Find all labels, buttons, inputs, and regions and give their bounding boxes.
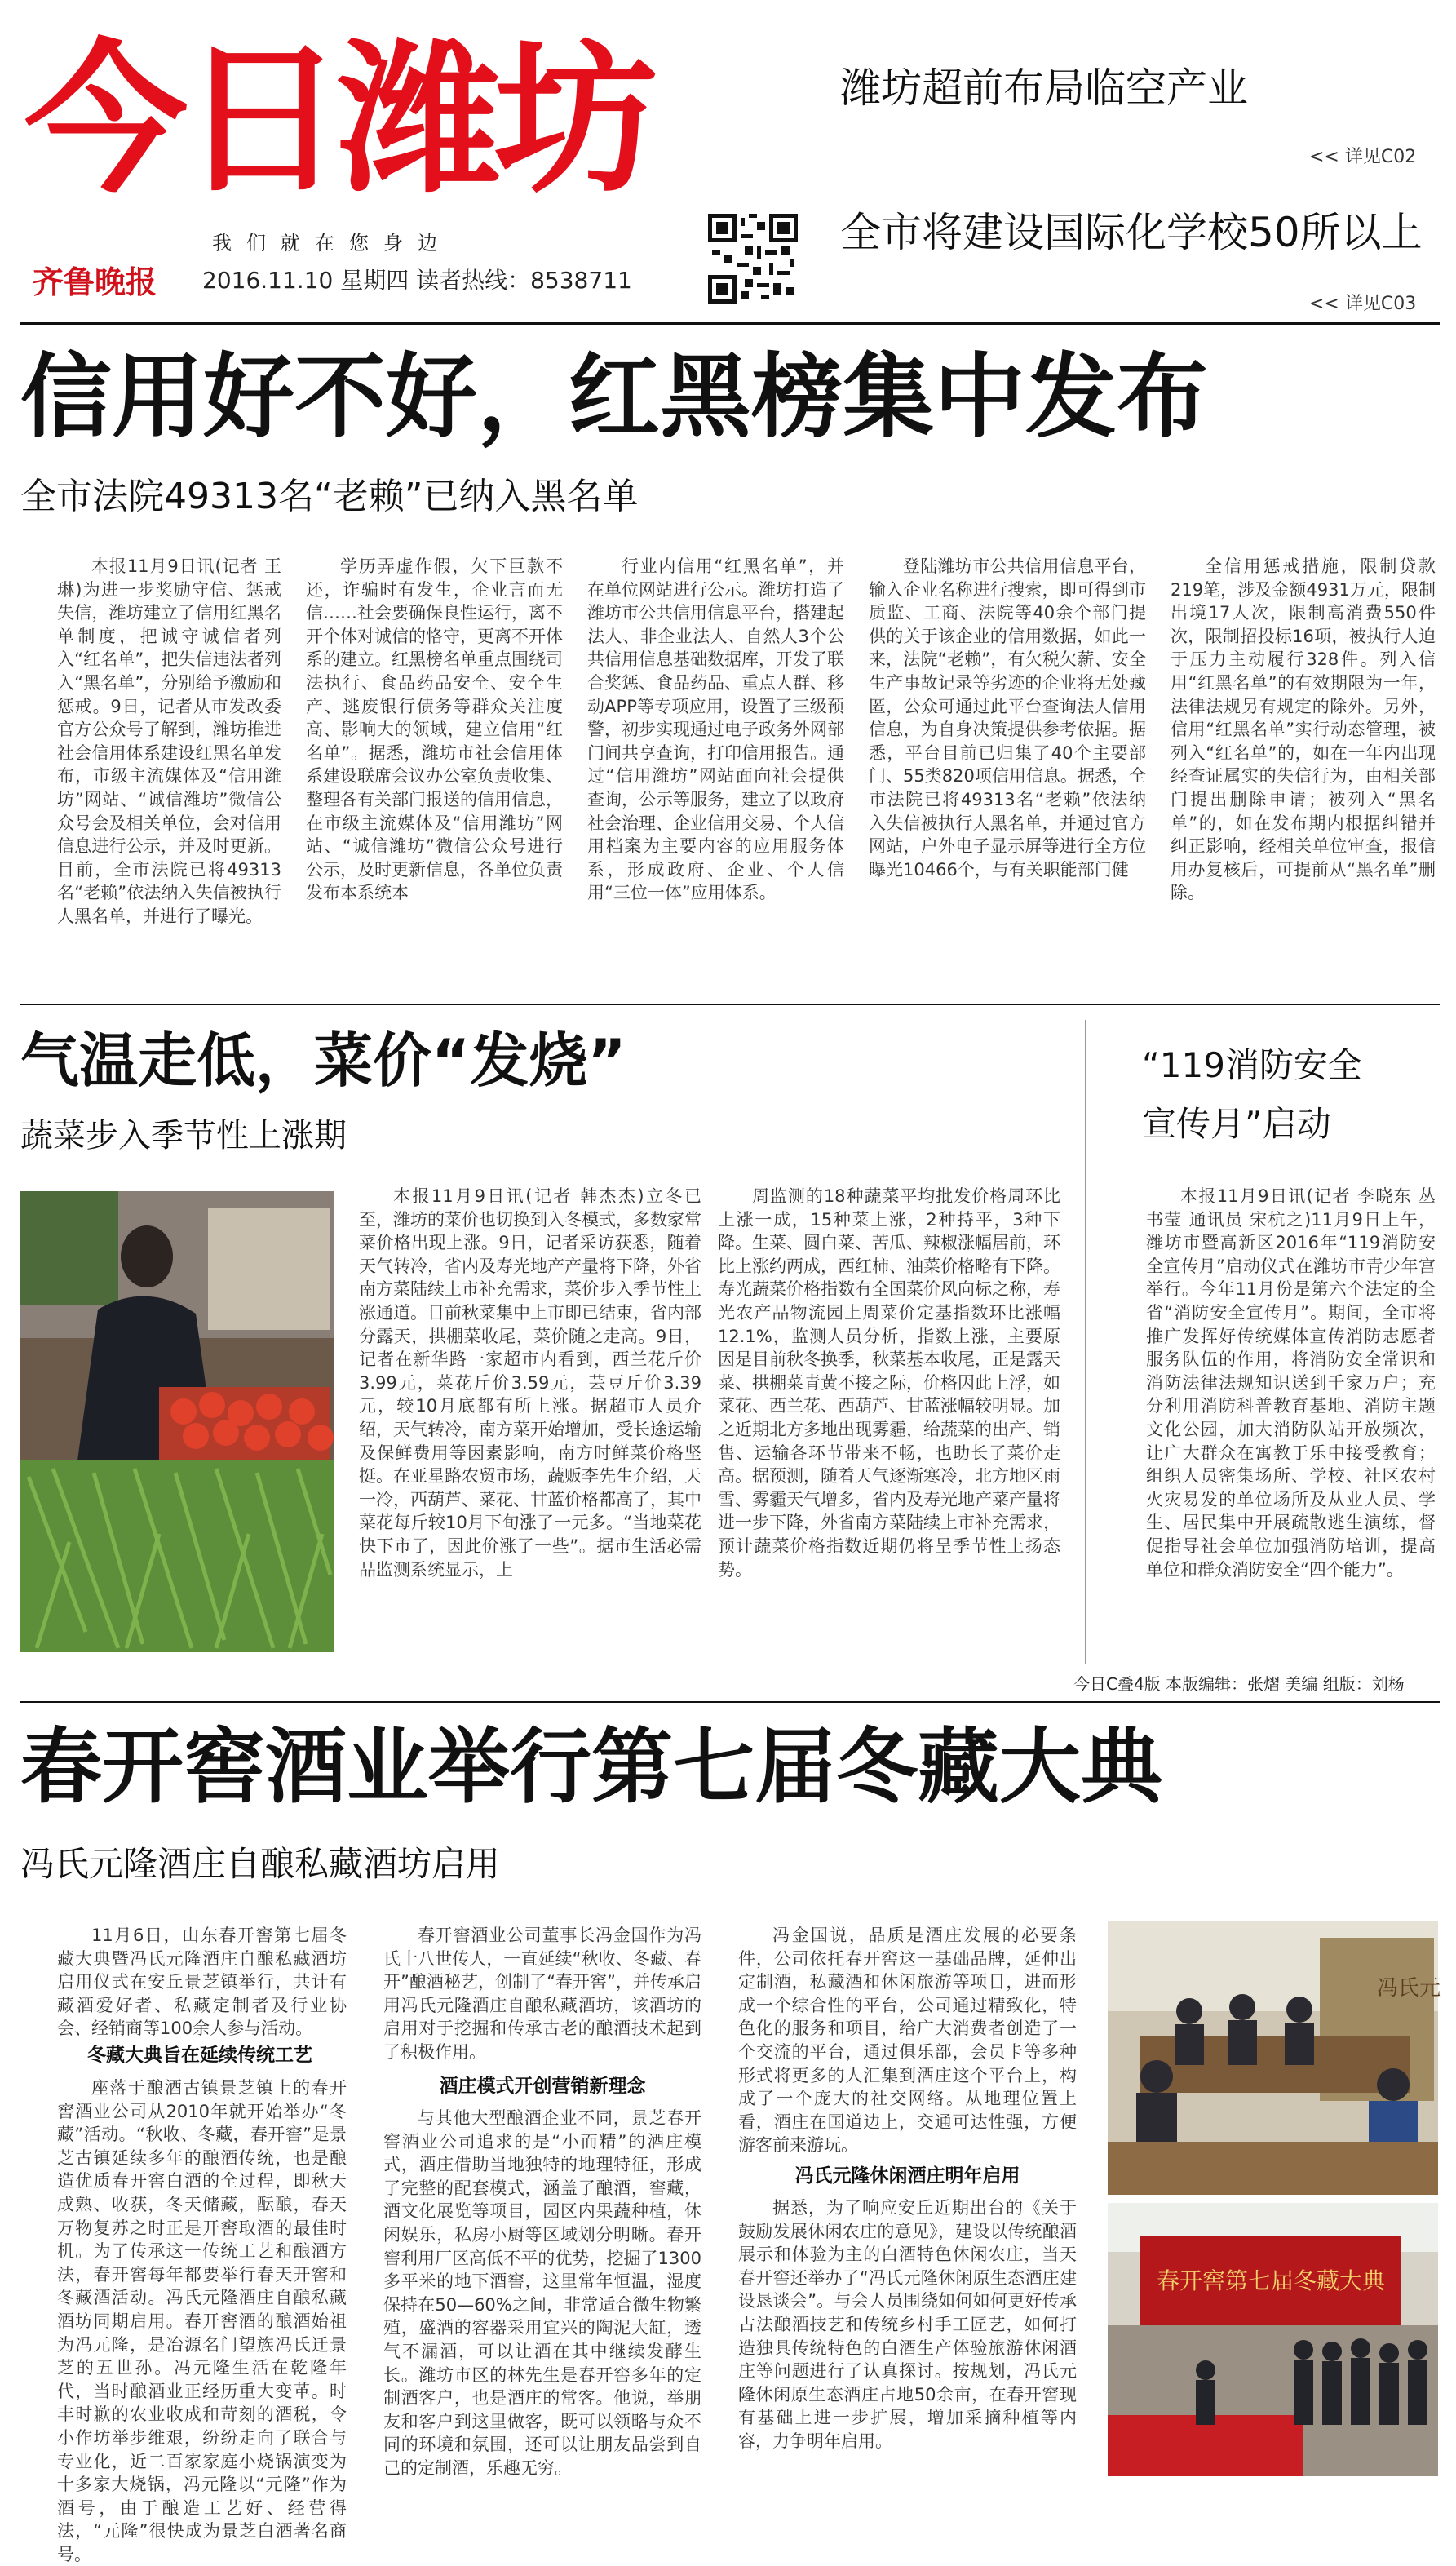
story-divider-vertical [1085, 1020, 1086, 1664]
story1-column-4: 登陆潍坊市公共信用信息平台，输入企业名称进行搜索，即可得到市质监、工商、法院等40余个部门提供的关于该企业的信用数据，如此一来，法院“老赖”，有欠税欠薪、安全生产事故记录等劣迹的企业将无处藏匿，公众可通过此平台查询法人信用信息，为自身决策提供参考依据。据悉，平台目前已归集了40个主要部门、55类820项信用信息。据悉，全市法院已将49313名“老赖”依法纳入失信被执行人黑名单，并通过官方网站，户外电子显示屏等进行全方位曝光10466个，与有关职能部门健 [869, 556, 1146, 880]
vegetable-market-photo [20, 1191, 334, 1652]
brand-name: 齐鲁晚报 [33, 264, 157, 300]
photo-sign-text: 冯氏元 [1377, 1976, 1441, 2001]
story4-subheading-1: 冬藏大典旨在延续传统工艺 [87, 2045, 312, 2066]
ceremony-banner-text: 春开窖第七届冬藏大典 [1156, 2267, 1386, 2294]
story4-intro: 11月6日，山东春开窖第七届冬藏大典暨冯氏元隆酒庄自酿私藏酒坊启用仪式在安丘景芝镇举行，共计有藏酒爱好者、私藏定制者及行业协会、经销商等100余人参与活动。 [57, 1926, 347, 2039]
ceremony-photo [1108, 2203, 1438, 2476]
meeting-photo [1108, 1921, 1441, 2195]
story1-column-1: 本报11月9日讯(记者 王琳)为进一步奖励守信、惩戒失信，潍坊建立了信用红黑名单制度，把诚守诚信者列入“红名单”，把失信违法者列入“黑名单”，分别给予激励和惩戒。9日，记者从市发改委官方公众号了解到，潍坊推进社会信用体系建设红黑名单发布，市级主流媒体及“信用潍坊”网站、“诚信潍坊”微信公众号会及相关单位，会对信用信息进行公示，并及时更新。目前，全市法院已将49313名“老赖”依法纳入失信被执行人黑名单，并进行了曝光。 [57, 556, 281, 926]
story4-headline: 春开窖酒业举行第七届冬藏大典 [20, 1719, 1162, 1815]
story3-column: 本报11月9日讯(记者 李晓东 丛书莹 通讯员 宋杭之)11月9日上午，潍坊市暨高新区2016年“119消防安全宣传月”启动仪式在潍坊市青少年宫举行。今年11月份是第六个法定的全省“消防安全宣传月”。期间，全市将推广发挥好传统媒体宣传消防志愿者服务队伍的作用，将消防安全常识和消防法律法规知识送到千家万户；充分利用消防科普教育基地、消防主题文化公园，加大消防队站开放频次，让广大群众在寓教于乐中接受教育；组织人员密集场所、学校、社区农村火灾易发的单位场所及从业人员、学生、居民集中开展疏散逃生演练，督促指导社会单位加强消防培训，提高单位和群众消防安全“四个能力”。 [1146, 1186, 1436, 1580]
story3-headline-line-1: “119消防安全 [1142, 1045, 1362, 1085]
masthead-slogan: 我们就在您身边 [212, 232, 452, 255]
story4-column-3a: 冯金国说，品质是酒庄发展的必要条件，公司依托春开窖这一基础品牌，延伸出定制酒，私藏酒和休闲旅游等项目，进而形成一个综合性的平台，公司通过精致化，特色化的服务和项目，给广大消费者创造了一个交流的平台，通过俱乐部，会员卡等多种形式将更多的人汇集到酒庄这个平台上，构成了一个庞大的社交网络。从地理位置上看，酒庄在国道边上，交通可达性强，方便游客前来游玩。 [738, 1926, 1077, 2156]
story1-column-2: 学历弄虚作假，欠下巨款不还，诈骗时有发生，企业言而无信……社会要确保良性运行，离不开个体对诚信的恪守，更离不开体系的建立。红黑榜名单重点围绕司法执行、食品药品安全、安全生产、逃废银行债务等群众关注度高、影响大的领域，建立信用“红名单”。据悉，潍坊市社会信用体系建设联席会议办公室负责收集、整理各有关部门报送的信用信息，在市级主流媒体及“信用潍坊”网站、“诚信潍坊”微信公众号进行公示，及时更新信息，各单位负责发布本系统本 [306, 556, 563, 903]
story2-subhead: 蔬菜步入季节性上涨期 [20, 1117, 347, 1154]
story2-headline: 气温走低，菜价“发烧” [20, 1026, 626, 1095]
story1-column-5: 全信用惩戒措施，限制贷款219笔，涉及金额4931万元，限制出境17人次，限制高消费550件次，限制招投标16项，被执行人迫于压力主动履行328件。列入信用“红黑名单”的有效期限为一年，法律法规另有规定的除外。另外，信用“红黑名单”实行动态管理，被列入“红名单”的，如在一年内出现经查证属实的失信行为，由相关部门提出删除申请；被列入“黑名单”的，如在发布期内根据纠错并纠正影响，经相关单位审查，报信用办复核后，可提前从“黑名单”删除。 [1171, 556, 1436, 903]
story1-column-3: 行业内信用“红黑名单”，并在单位网站进行公示。潍坊打造了潍坊市公共信用信息平台，搭建起法人、非企业法人、自然人3个公共信用信息基础数据库，开发了联合奖惩、食品药品、重点人群、移动APP等专项应用，设置了三级预警，初步实现通过电子政务外网部门间共享查询，打印信用报告。通过“信用潍坊”网站面向社会提供查询，公示等服务，建立了以政府社会治理、企业信用交易、个人信用档案为主要内容的应用服务体系，形成政府、企业、个人信用“三位一体”应用体系。 [587, 556, 844, 903]
story2-column-1: 本报11月9日讯(记者 韩杰杰)立冬已至，潍坊的菜价也切换到入冬模式，多数家常菜价格出现上涨。9日，记者采访获悉，随着天气转冷，省内及寿光地产产量将下降，外省南方菜陆续上市补充需求，菜价步入季节性上涨通道。目前秋菜集中上市即已结束，省内部分露天，拱棚菜收尾，菜价随之走高。9日，记者在新华路一家超市内看到，西兰花斤价3.99元，菜花斤价3.59元，芸豆斤价3.39元，较10月底都有所上涨。据超市人员介绍，天气转冷，南方菜开始增加，受长途运输及保鲜费用等因素影响，南方时鲜菜价格坚挺。在亚星路农贸市场，蔬贩李先生介绍，天一冷，西葫芦、菜花、甘蓝价格都高了，其中菜花每斤较10月下旬涨了一元多。“当地菜花快下市了，因此价涨了一些”。据市生活必需品监测系统显示，上 [359, 1186, 701, 1580]
story4-column-1: 座落于酿酒古镇景芝镇上的春开窖酒业公司从2010年就开始举办“冬藏”活动。“秋收、冬藏，春开窖”是景芝古镇延续多年的酿酒传统，也是酿造优质春开窖白酒的全过程，即秋天成熟、收获，冬天储藏，酝酿，春天万物复苏之时正是开窖取酒的最佳时机。为了传承这一传统工艺和酿酒方法，春开窖每年都要举行春天开窖和冬藏酒活动。冯氏元隆酒庄自酿私藏酒坊同期启用。春开窖酒的酿酒始祖为冯元隆，是冶源名门望族冯氏迁景芝的五世孙。冯元隆生活在乾隆年代，当时酿酒业正经历重大变革。时丰时歉的农业收成和苛刻的酒税，令小作坊举步维艰，纷纷走向了联合与专业化，近二百家家庭小烧锅演变为十多家大烧锅，冯元隆以“元隆”作为酒号，由于酿造工艺好、经营得法，“元隆”很快成为景芝白酒著名商号。 [57, 2078, 347, 2564]
story1-subhead: 全市法院49313名“老赖”已纳入黑名单 [20, 476, 639, 517]
story4-subhead: 冯氏元隆酒庄自酿私藏酒坊启用 [20, 1844, 501, 1884]
story1-headline: 信用好不好，红黑榜集中发布 [20, 344, 1208, 450]
teaser-see-2[interactable]: << 详见C03 [1309, 294, 1417, 314]
masthead-divider [20, 322, 1440, 325]
story4-subheading-2: 酒庄模式开创营销新理念 [439, 2076, 646, 2097]
teaser-headline-2[interactable]: 全市将建设国际化学校50所以上 [840, 209, 1423, 256]
teaser-headline-1[interactable]: 潍坊超前布局临空产业 [840, 64, 1248, 112]
story3-headline [1142, 1036, 1362, 1154]
section-divider-2 [20, 1701, 1440, 1703]
story4-column-2b: 与其他大型酿酒企业不同，景芝春开窖酒业公司追求的是“小而精”的酒庄模式，酒庄借助当地独特的地理特征，形成了完整的配套模式，涵盖了酿酒，窖藏，酒文化展览等项目，园区内果蔬种植，休闲娱乐，私房小厨等区域划分明晰。春开窖利用厂区高低不平的优势，挖掘了1300多平米的地下酒窖，这里常年恒温，湿度保持在50—60%之间，非常适合微生物繁殖，盛酒的容器采用宜兴的陶泥大缸，透气不漏酒，可以让酒在其中继续发酵生长。潍坊市区的林先生是春开窖多年的定制酒客户，也是酒庄的常客。他说，举朋友和客户到这里做客，既可以领略与众不同的环境和氛围，还可以让朋友品尝到自己的定制酒，乐趣无穷。 [383, 2108, 701, 2478]
story3-headline-line-2: 宣传月”启动 [1142, 1104, 1331, 1144]
story4-column-2a: 春开窖酒业公司董事长冯金国作为冯氏十八世传人，一直延续“秋收、冬藏、春开”酿酒秘艺，创制了“春开窖”，并传承启用冯氏元隆酒庄自酿私藏酒坊，该酒坊的启用对于挖掘和传承古老的酿酒技术起到了积极作用。 [383, 1926, 701, 2062]
story2-column-2: 周监测的18种蔬菜平均批发价格周环比上涨一成，15种菜上涨，2种持平，3种下降。生菜、圆白菜、苦瓜、辣椒涨幅居前，环比上涨约两成，西红柿、油菜价格略有下降。寿光蔬菜价格指数有全国菜价风向标之称，寿光农产品物流园上周菜价定基指数环比涨幅12.1%，监测人员分析，指数上涨，主要原因是目前秋冬换季，秋菜基本收尾，正是露天菜、拱棚菜青黄不接之际，价格因此上浮，如菜花、西兰花、西葫芦、甘蓝涨幅较明显。加之近期北方多地出现雾霾，给蔬菜的出产、销售、运输各环节带来不畅，也助长了菜价走高。据预测，随着天气逐渐寒冷，北方地区雨雪、雾霾天气增多，省内及寿光地产菜产量将进一步下降，外省南方菜陆续上市补充需求，预计蔬菜价格指数近期仍将呈季节性上扬态势。 [718, 1186, 1060, 1580]
section-divider-1 [20, 1004, 1440, 1005]
story4-column-3b: 据悉，为了响应安丘近期出台的《关于鼓励发展休闲农庄的意见》，建设以传统酿酒展示和体验为主的白酒特色休闲农庄，当天春开窖还举办了“冯氏元隆休闲原生态酒庄建设恳谈会”。与会人员围绕如何如何更好传承古法酿酒技艺和传统乡村手工匠艺，如何打造独具传统特色的白酒生产体验旅游休闲酒庄等问题进行了认真探讨。按规划，冯氏元隆休闲原生态酒庄占地50余亩，在春开窖现有基础上进一步扩展，增加采摘种植等内容，力争明年启用。 [738, 2198, 1077, 2451]
qr-code-icon [708, 214, 798, 304]
teaser-see-1[interactable]: << 详见C02 [1309, 147, 1417, 167]
dateline: 2016.11.10 星期四 读者热线：8538711 [202, 267, 632, 294]
story4-subheading-3: 冯氏元隆休闲酒庄明年启用 [794, 2165, 1020, 2187]
page-credits: 今日C叠4版 本版编辑：张熠 美编 组版：刘杨 [1073, 1674, 1405, 1694]
masthead-logo: 今日潍坊 [24, 25, 652, 215]
